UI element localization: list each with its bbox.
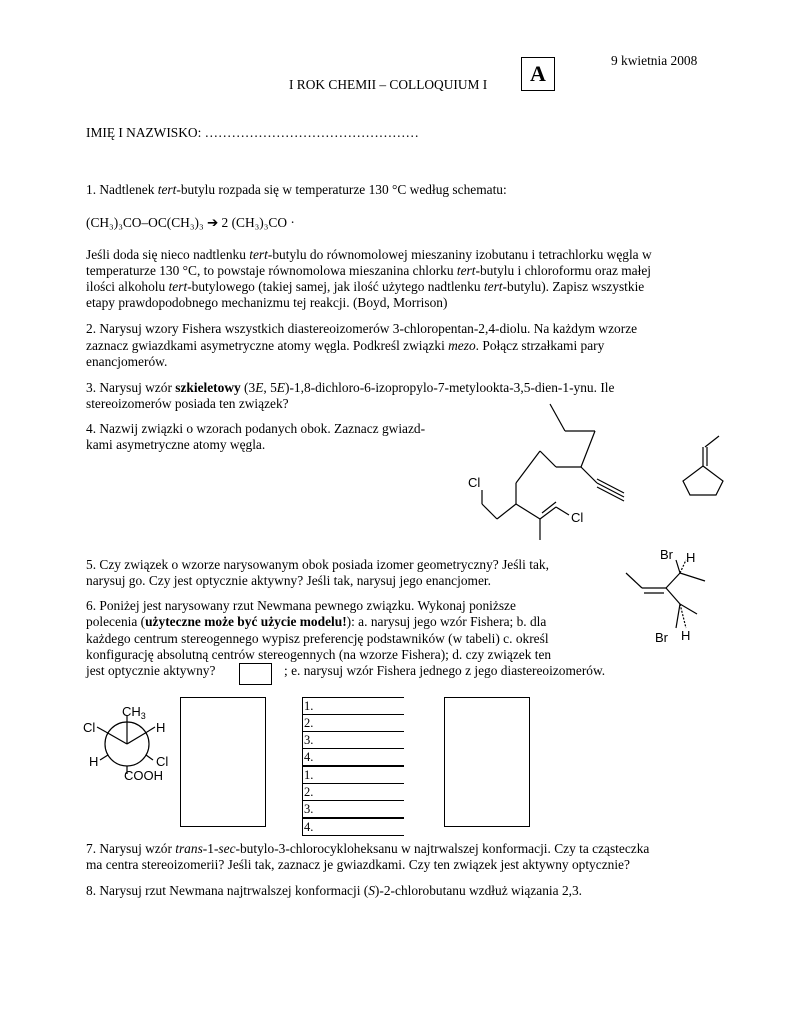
q4-cl-label-2: Cl — [571, 510, 584, 525]
q6-line-3: każdego centrum stereogennego wypisz preferencję podstawników (w tabeli) c. określ — [86, 631, 549, 646]
q6-line-4: konfigurację absolutną centrów stereogennych (na wzorze Fishera); d. czy związek ten — [86, 647, 552, 662]
newman-lower-right-group: Cl — [156, 754, 169, 769]
newman-upper-right-group: H — [156, 720, 166, 735]
newman-upper-left-group: Cl — [83, 720, 96, 735]
q5-h-bottom: H — [681, 628, 691, 643]
priority-row[interactable]: 4. — [303, 819, 404, 836]
exam-version-badge: A — [521, 57, 555, 91]
q2-line-3: enancjomerów. — [86, 354, 168, 369]
q6-line-5b: ; e. narysuj wzór Fishera jednego z jego diastereoizomerów. — [284, 663, 606, 678]
newman-bottom-group: COOH — [124, 768, 163, 783]
newman-lower-left-group: H — [89, 754, 99, 769]
q6-line-5a: jest optycznie aktywny? — [86, 663, 216, 678]
priority-row[interactable]: 3. — [303, 801, 404, 819]
name-dots: ………………………………………… — [204, 125, 419, 140]
exam-date: 9 kwietnia 2008 — [611, 53, 698, 68]
priority-row[interactable]: 1. — [303, 767, 404, 784]
priority-row[interactable]: 3. — [303, 732, 404, 749]
q8-line-1: 8. Narysuj rzut Newmana najtrwalszej konformacji (S)-2-chlorobutanu wzdłuż wiązania 2,3. — [86, 883, 583, 898]
q1-line-2: temperaturze 130 °C, to powstaje równomolowa mieszanina chlorku tert-butylu i chloroformu oraz małej — [86, 263, 652, 278]
q6-fischer-answer-box[interactable] — [180, 697, 266, 827]
priority-row[interactable]: 1. — [303, 697, 404, 715]
q2-line-1: 2. Narysuj wzory Fishera wszystkich diastereoizomerów 3-chloropentan-2,4-diolu. Na każdym wzorze — [86, 321, 638, 336]
q6-substituent-priority-table[interactable] — [302, 697, 404, 836]
priority-row[interactable]: 4. — [303, 749, 404, 767]
q3-line-2: stereoizomerów posiada ten związek? — [86, 396, 289, 411]
q1-line-1: Jeśli doda się nieco nadtlenku tert-butylu do równomolowej mieszaniny izobutanu i tetrachlorku węgla w — [86, 247, 652, 262]
q5-line-1: 5. Czy związek o wzorze narysowanym obok posiada izomer geometryczny? Jeśli tak, — [86, 557, 549, 572]
q5-br-top: Br — [660, 547, 673, 562]
q2-line-2: zaznacz gwiazdkami asymetryczne atomy węgla. Podkreśl związki mezo. Połącz strzałkami pary — [86, 338, 605, 353]
priority-row[interactable]: 2. — [303, 784, 404, 801]
q1-reaction-scheme: (CH₃)₃CO–OC(CH₃)₃ ➔ 2 (CH₃)₃CO · — [86, 215, 295, 230]
q6-line-2: polecenia (użyteczne może być użycie modelu!): a. narysuj jego wzór Fishera; b. dla — [86, 614, 547, 629]
name-label: IMIĘ I NAZWISKO: — [86, 125, 202, 140]
q7-line-1: 7. Narysuj wzór trans-1-sec-butylo-3-chlorocykloheksanu w najtrwalszej konformacji. Czy ta cząsteczka — [86, 841, 650, 856]
q5-line-2: narysuj go. Czy jest optycznie aktywny? Jeśli tak, narysuj jego enancjomer. — [86, 573, 491, 588]
q5-h-top: H — [686, 550, 696, 565]
q3-line-1: 3. Narysuj wzór szkieletowy (3E, 5E)-1,8-dichloro-6-izopropylo-7-metylookta-3,5-dien-1-ynu. Ile — [86, 380, 615, 395]
q6-diastereomer-answer-box[interactable] — [444, 697, 530, 827]
exam-title: I ROK CHEMII – COLLOQUIUM I — [289, 77, 488, 92]
q6-line-1: 6. Poniżej jest narysowany rzut Newmana pewnego związku. Wykonaj poniższe — [86, 598, 516, 613]
q7-line-2: ma centra stereoizomerii? Jeśli tak, zaznacz je gwiazdkami. Czy ten związek jest aktywny optycznie? — [86, 857, 630, 872]
q1-intro: 1. Nadtlenek tert-butylu rozpada się w temperaturze 130 °C według schematu: — [86, 182, 507, 197]
q1-line-3: ilości alkoholu tert-butylowego (takiej samej, jak ilość użytego nadtlenku tert-butylu). Zapisz wszystkie — [86, 279, 645, 294]
q4-cl-label-1: Cl — [468, 475, 481, 490]
q5-br-bottom: Br — [655, 630, 668, 645]
q4-line-2: kami asymetryczne atomy węgla. — [86, 437, 266, 452]
priority-row[interactable]: 2. — [303, 715, 404, 732]
q1-line-4: etapy prawdopodobnego mechanizmu tej reakcji. (Boyd, Morrison) — [86, 295, 448, 310]
newman-top-group: $CH_3$ — [122, 704, 146, 721]
q4-line-1: 4. Nazwij związki o wzorach podanych obok. Zaznacz gwiazd- — [86, 421, 426, 436]
